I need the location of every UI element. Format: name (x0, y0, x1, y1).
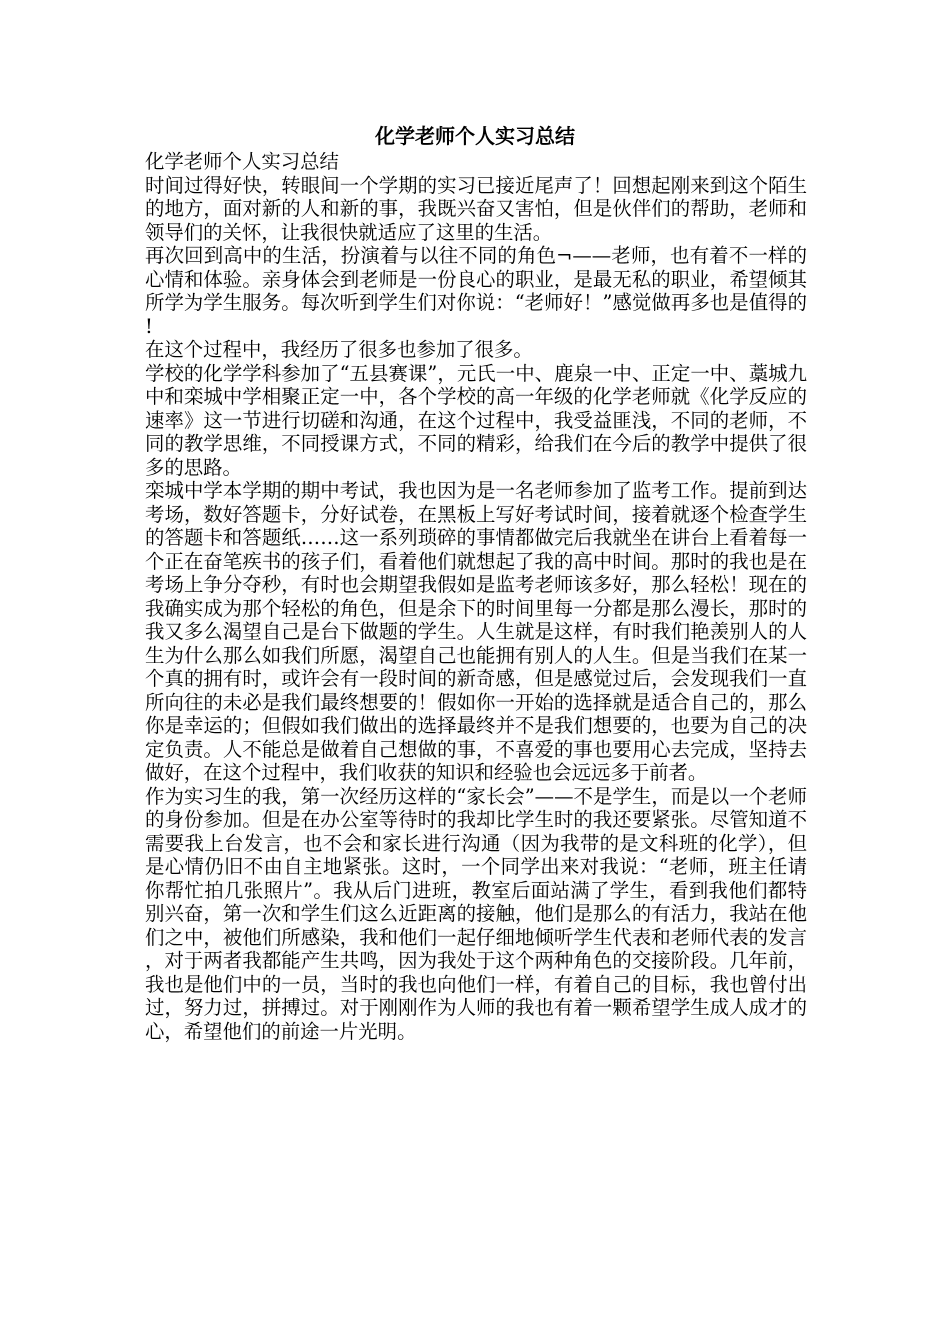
document-title: 化学老师个人实习总结 (375, 124, 575, 148)
paragraph: 学校的化学学科参加了“五县赛课”，元氏一中、鹿泉一中、正定一中、藁城九中和栾城中学相聚正定一中，各个学校的高一年级的化学老师就《化学反应的速率》这一节进行切磋和沟通，在这个过程中，我受益匪浅，不同的老师，不同的教学思维，不同授课方式，不同的精彩，给我们在今后的教学中提供了很多的思路。 (145, 361, 807, 479)
subtitle-line: 化学老师个人实习总结 (145, 150, 339, 173)
document-body (145, 150, 807, 1043)
paragraph: 再次回到高中的生活，扮演着与以往不同的角色¬——老师，也有着不一样的心情和体验。亲身体会到老师是一份良心的职业，是最无私的职业，希望倾其所学为学生服务。每次听到学生们对你说：“老师好！”感觉做再多也是值得的! (145, 244, 807, 338)
paragraph: 作为实习生的我，第一次经历这样的“家长会”——不是学生，而是以一个老师的身份参加。但是在办公室等待时的我却比学生时的我还要紧张。尽管知道不需要我上台发言，也不会和家长进行沟通（因为我带的是文科班的化学），但是心情仍旧不由自主地紧张。这时，一个同学出来对我说：“老师，班主任请你帮忙拍几张照片”。我从后门进班，教室后面站满了学生，看到我他们都特别兴奋，第一次和学生们这么近距离的接触，他们是那么的有活力，我站在他们之中，被他们所感染，我和他们一起仔细地倾听学生代表和老师代表的发言，对于两者我都能产生共鸣，因为我处于这个两种角色的交接阶段。几年前，我也是他们中的一员，当时的我也向他们一样，有着自己的目标，我也曾付出过，努力过，拼搏过。对于刚刚作为人师的我也有着一颗希望学生成人成才的心，希望他们的前途一片光明。 (145, 784, 807, 1043)
paragraph: 在这个过程中，我经历了很多也参加了很多。 (145, 338, 533, 361)
paragraph: 时间过得好快，转眼间一个学期的实习已接近尾声了！回想起刚来到这个陌生的地方，面对新的人和新的事，我既兴奋又害怕，但是伙伴们的帮助，老师和领导们的关怀，让我很快就适应了这里的生活。 (145, 173, 807, 244)
paragraph: 栾城中学本学期的期中考试，我也因为是一名老师参加了监考工作。提前到达考场，数好答题卡，分好试卷，在黑板上写好考试时间，接着就逐个检查学生的答题卡和答题纸……这一系列琐碎的事情都做完后我就坐在讲台上看着每一个正在奋笔疾书的孩子们，看着他们就想起了我的高中时间。那时的我也是在考场上争分夺秒，有时也会期望我假如是监考老师该多好，那么轻松！现在的我确实成为那个轻松的角色，但是余下的时间里每一分都是那么漫长，那时的我又多么渴望自己是台下做题的学生。人生就是这样，有时我们艳羡别人的人生为什么那么如我们所愿，渴望自己也能拥有别人的人生。但是当我们在某一个真的拥有时，或许会有一段时间的新奇感，但是感觉过后，会发现我们一直所向往的未必是我们最终想要的！假如你一开始的选择就是适合自己的，那么你是幸运的；但假如我们做出的选择最终并不是我们想要的，也要为自己的决定负责。人不能总是做着自己想做的事，不喜爱的事也要用心去完成，坚持去做好，在这个过程中，我们收获的知识和经验也会远远多于前者。 (145, 479, 807, 784)
